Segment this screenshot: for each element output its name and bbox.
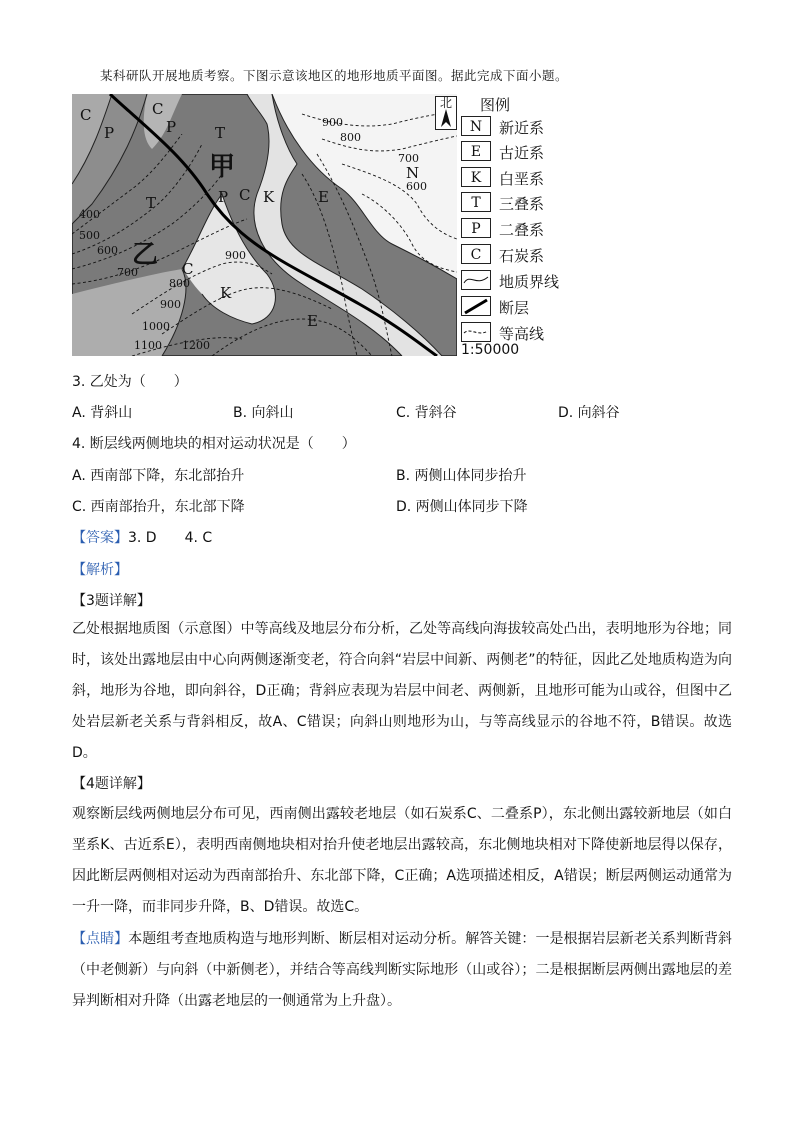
legend-row-p bbox=[461, 218, 581, 240]
contour-900b: 900 bbox=[160, 298, 181, 311]
contour-icon bbox=[462, 323, 490, 341]
legend-code: T bbox=[461, 192, 491, 212]
intro-text: 某科研队开展地质考察。下图示意该地区的地形地质平面图。据此完成下面小题。 bbox=[100, 68, 569, 83]
map-scale: 1:50000 bbox=[461, 342, 520, 358]
north-label: 北 bbox=[440, 96, 453, 110]
legend-row-contour bbox=[461, 322, 581, 344]
label-k1: K bbox=[263, 188, 275, 206]
answer-line bbox=[72, 527, 212, 547]
legend-row-c bbox=[461, 244, 581, 266]
contour-500: 500 bbox=[79, 229, 100, 242]
legend-code: K bbox=[461, 167, 491, 187]
map-svg bbox=[72, 94, 457, 356]
fault-symbol bbox=[461, 296, 491, 316]
legend-row-t bbox=[461, 192, 581, 214]
legend-row-k bbox=[461, 167, 581, 189]
legend-code: E bbox=[461, 141, 491, 161]
legend-label: 地质界线 bbox=[499, 273, 560, 291]
label-jia: 甲 bbox=[209, 152, 236, 182]
label-p1: P bbox=[104, 124, 115, 142]
contour-800a: 800 bbox=[340, 131, 361, 144]
legend-row-boundary bbox=[461, 270, 581, 292]
q3-option-d: D. 向斜谷 bbox=[558, 405, 620, 421]
contour-700b: 700 bbox=[117, 266, 138, 279]
detail3-tag: 【3题详解】 bbox=[72, 593, 151, 609]
q3-option-c: C. 背斜谷 bbox=[396, 405, 457, 421]
legend-label: 断层 bbox=[499, 299, 530, 317]
analysis-tag: 【解析】 bbox=[72, 562, 128, 578]
boundary-symbol bbox=[461, 270, 491, 290]
label-k2: K bbox=[220, 284, 232, 302]
q3-option-b: B. 向斜山 bbox=[233, 405, 294, 421]
label-c3: C bbox=[239, 186, 251, 204]
legend-code: N bbox=[461, 116, 491, 136]
legend-title: 图例 bbox=[480, 96, 511, 114]
tip-paragraph bbox=[72, 924, 732, 1017]
label-c4: C bbox=[182, 260, 194, 278]
label-c1: C bbox=[80, 106, 92, 124]
label-c2: C bbox=[152, 100, 164, 118]
answer-tag: 【答案】 bbox=[72, 530, 128, 546]
label-yi: 乙 bbox=[132, 240, 159, 270]
legend-label: 新近系 bbox=[499, 119, 545, 137]
detail3-text: 乙处根据地质图（示意图）中等高线及地层分布分析，乙处等高线向海拔较高处凸出，表明地形为谷地；同时，该处出露地层由中心向两侧逐渐变老，符合向斜“岩层中间新、两侧老”的特征，因此乙处地质构造为向斜，地形为谷地，即向斜谷，D正确；背斜应表现为岩层中间老、两侧新，且地形可能为山或谷，但图中乙处岩层新老关系与背斜相反，故A、C错误；向斜山则地形为山，与等高线显示的谷地不符，B错误。故选D。 bbox=[72, 621, 732, 761]
legend-row-n bbox=[461, 116, 581, 138]
legend-label: 古近系 bbox=[499, 144, 545, 162]
contour-1200: 1200 bbox=[182, 339, 210, 352]
contour-600b: 600 bbox=[97, 244, 118, 257]
q4-stem: 4. 断层线两侧地块的相对运动状况是（ ） bbox=[72, 436, 356, 452]
legend-label: 白垩系 bbox=[499, 170, 545, 188]
legend-label: 三叠系 bbox=[499, 195, 545, 213]
contour-symbol bbox=[461, 322, 491, 342]
map-legend bbox=[461, 94, 581, 360]
legend-code: C bbox=[461, 244, 491, 264]
contour-400: 400 bbox=[79, 208, 100, 221]
legend-row-fault bbox=[461, 296, 581, 318]
q3-option-a: A. 背斜山 bbox=[72, 405, 133, 421]
fault-icon bbox=[462, 297, 490, 315]
contour-600a: 600 bbox=[406, 180, 427, 193]
label-p2: P bbox=[166, 118, 177, 136]
label-n1: N bbox=[406, 164, 420, 182]
boundary-icon bbox=[462, 271, 490, 289]
q4-option-a: A. 西南部下降，东北部抬升 bbox=[72, 468, 245, 484]
answer-text: 3. D 4. C bbox=[128, 530, 213, 546]
label-e2: E bbox=[307, 312, 318, 330]
legend-code: P bbox=[461, 218, 491, 238]
q4-option-d: D. 两侧山体同步下降 bbox=[396, 499, 528, 515]
contour-700a: 700 bbox=[398, 152, 419, 165]
contour-900c: 900 bbox=[225, 249, 246, 262]
contour-1100: 1100 bbox=[134, 339, 162, 352]
q3-stem: 3. 乙处为（ ） bbox=[72, 374, 188, 390]
detail4-tag: 【4题详解】 bbox=[72, 776, 151, 792]
q4-option-b: B. 两侧山体同步抬升 bbox=[396, 468, 527, 484]
tip-text: 本题组考查地质构造与地形判断、断层相对运动分析。解答关键：一是根据岩层新老关系判断背斜（中老侧新）与向斜（中新侧老），并结合等高线判断实际地形（山或谷）；二是根据断层两侧出露地层的差异判断相对升降（出露老地层的一侧通常为上升盘）。 bbox=[72, 931, 733, 1009]
contour-1000: 1000 bbox=[142, 320, 170, 333]
q4-option-c: C. 西南部抬升，东北部下降 bbox=[72, 499, 245, 515]
legend-row-e bbox=[461, 141, 581, 163]
legend-label: 二叠系 bbox=[499, 221, 545, 239]
label-e1: E bbox=[318, 188, 329, 206]
legend-label: 等高线 bbox=[499, 325, 545, 343]
detail4-text: 观察断层线两侧地层分布可见，西南侧出露较老地层（如石炭系C、二叠系P），东北侧出露较新地层（如白垩系K、古近系E），表明西南侧地块相对抬升使老地层出露较高，东北侧地块相对下降使新地层得以保存，因此断层两侧相对运动为西南部抬升、东北部下降，C正确；A选项描述相反，A错误；断层两侧运动通常为一升一降，而非同步升降，B、D错误。故选C。 bbox=[72, 806, 732, 915]
legend-label: 石炭系 bbox=[499, 247, 545, 265]
label-t2: T bbox=[146, 194, 157, 212]
geologic-map bbox=[72, 94, 457, 356]
label-t1: T bbox=[215, 124, 226, 142]
contour-900a: 900 bbox=[322, 116, 343, 129]
contour-800b: 800 bbox=[169, 277, 190, 290]
tip-tag: 【点睛】 bbox=[72, 931, 129, 947]
label-p3: P bbox=[218, 188, 229, 206]
